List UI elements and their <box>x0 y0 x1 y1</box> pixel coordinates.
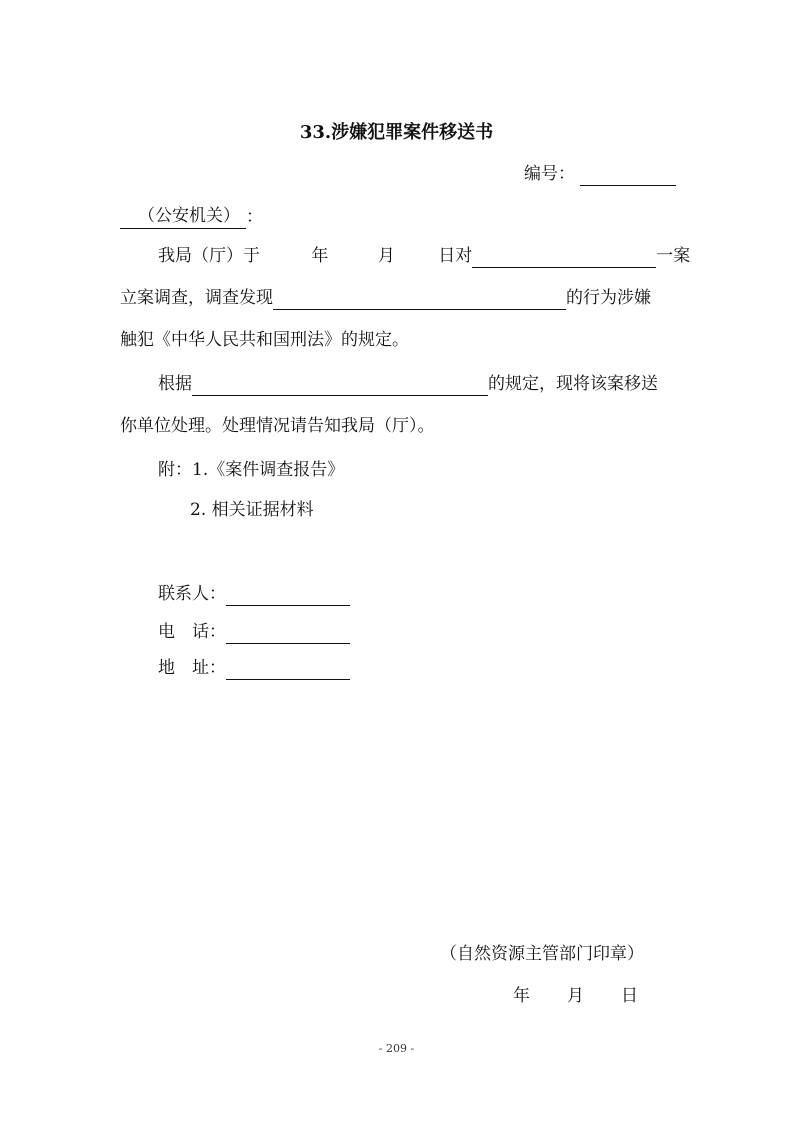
p2-lead: 根据 <box>158 374 192 394</box>
p1-year: 年 <box>311 246 329 266</box>
addressee: （公安机关） <box>120 204 246 229</box>
contact-phone-label: 电 话： <box>158 622 226 642</box>
p1-day: 日对 <box>438 246 473 266</box>
paragraph-1-line-1 <box>158 244 690 268</box>
p2-tail: 的规定，现将该案移送 <box>488 374 658 394</box>
contact-person-blank <box>226 585 350 606</box>
contact-person-row <box>158 582 350 606</box>
attachments-lead: 附： <box>158 460 192 480</box>
contact-phone-row <box>158 620 350 644</box>
attachment-2: 2. 相关证据材料 <box>190 500 314 520</box>
p1-blank-2 <box>273 289 566 310</box>
paragraph-1-line-3: 触犯《中华人民共和国刑法》的规定。 <box>120 330 409 350</box>
contact-person-label: 联系人： <box>158 584 226 604</box>
addressee-line <box>120 204 263 229</box>
seal-label: （自然资源主管部门印章） <box>440 944 644 964</box>
contact-address-label: 地 址： <box>158 658 226 678</box>
number-blank <box>580 165 676 186</box>
page-number: - 209 - <box>378 1042 415 1055</box>
attachments-line-1 <box>158 458 344 482</box>
signing-date: 年 月 日 <box>513 986 648 1006</box>
p2-blank <box>192 375 488 396</box>
paragraph-1-line-2 <box>120 286 651 310</box>
contact-address-row <box>158 656 350 680</box>
document-title: 33.涉嫌犯罪案件移送书 <box>299 122 494 143</box>
number-field <box>524 162 676 186</box>
p1-blank-1 <box>472 247 656 268</box>
contact-phone-blank <box>226 623 350 644</box>
paragraph-2-line-2: 你单位处理。处理情况请告知我局（厅）。 <box>120 416 435 436</box>
addressee-colon: ： <box>246 207 263 227</box>
p1-line2-tail: 的行为涉嫌 <box>566 288 651 308</box>
p1-line2-lead: 立案调查，调查发现 <box>120 288 273 308</box>
number-label: 编号： <box>524 164 575 184</box>
p1-lead: 我局（厅）于 <box>158 246 260 266</box>
contact-address-blank <box>226 659 350 680</box>
p1-after-blank: 一案 <box>656 246 691 266</box>
paragraph-2-line-1 <box>158 372 658 396</box>
p1-month: 月 <box>377 246 395 266</box>
attachment-1: 1.《案件调查报告》 <box>192 460 345 480</box>
